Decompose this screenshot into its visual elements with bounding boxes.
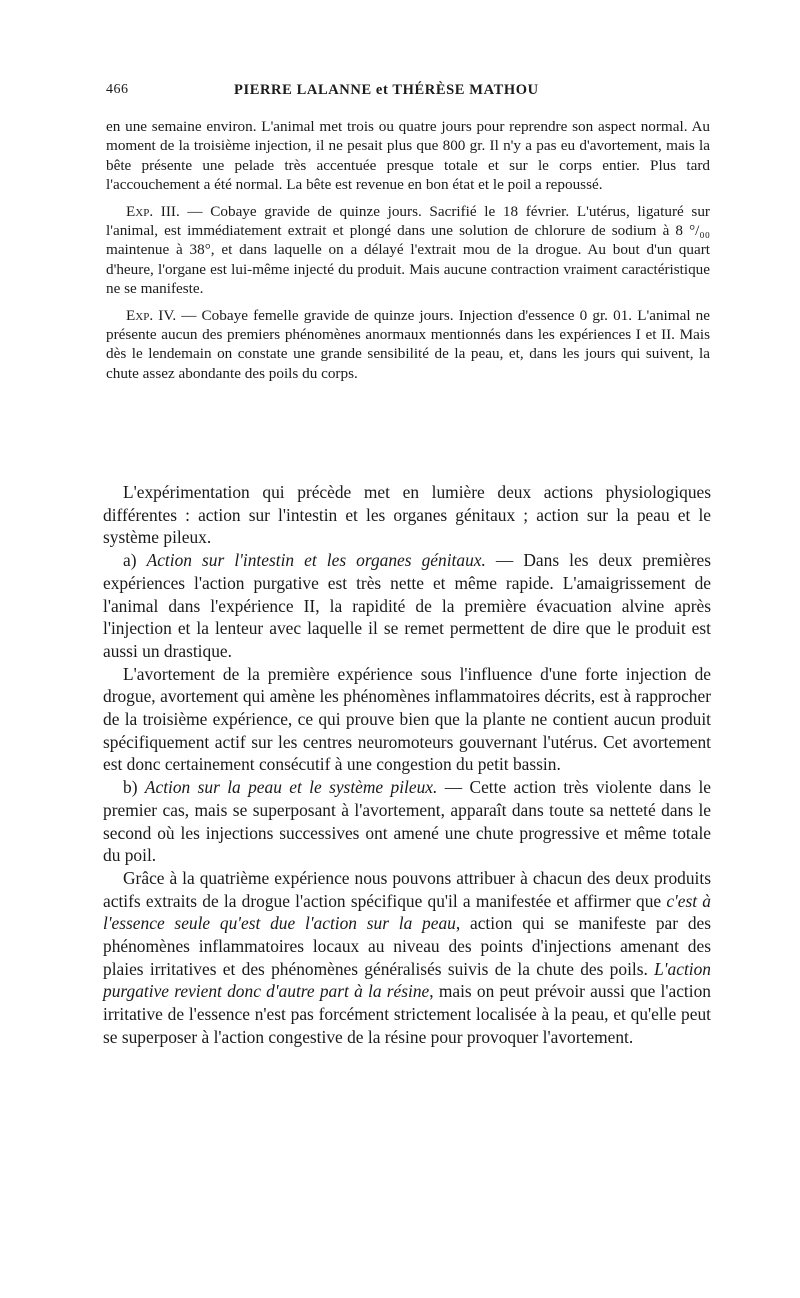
- body-paragraph-intro: L'expérimentation qui précède met en lumière deux actions physiologiques différentes : action sur l'intestin et les organes génitaux ; action sur la peau et le système pileux.: [103, 482, 711, 548]
- conclusion-text-3: , mais on peut prévoir aussi que l'action irritative de l'essence n'est pas forcément strictement localisée à la peau, et qu'elle peut se superposer à l'action congestive de la résine pour provoquer l'avortement.: [103, 981, 711, 1047]
- page-number: 466: [106, 82, 129, 97]
- section-a-title: Action sur l'intestin et les organes génitaux.: [146, 550, 486, 571]
- running-title: PIERRE LALANNE et THÉRÈSE MATHOU: [234, 82, 539, 98]
- experiment-4: [106, 306, 710, 384]
- experiment-notes: [106, 117, 710, 383]
- experiment-continuation: en une semaine environ. L'animal met trois ou quatre jours pour reprendre son aspect normal. Au moment de la troisième injection, il ne pesait plus que 800 gr. Il n'y a pas eu d'avortement, mais la bête présente une pelade très accentuée presque totale et sur le corps entier. Plus tard l'accouchement a été normal. La bête est revenue en bon état et le poil a repoussé.: [106, 118, 710, 194]
- conclusion-emphasis-2: L'action purgative revient donc d'autre part à la résine: [103, 958, 711, 1002]
- experiment-3-text: — Cobaye gravide de quinze jours. Sacrifié le 18 février. L'utérus, ligaturé sur l'animal, est immédiatement extrait et plongé dans une solution de chlorure de sodium à 8 °/₀₀ maintenue à 38°, et dans laquelle on a délayé l'extrait mou de la drogue. Au bout d'un quart d'heure, l'organe est lui-même injecté du produit. Mais aucune contraction vraiment caractéristique ne se manifeste.: [106, 202, 710, 298]
- conclusion-text-1: Grâce à la quatrième expérience nous pouvons attribuer à chacun des deux produits actifs extraits de la drogue l'action spécifique qu'il a manifestée et affirmer que: [103, 867, 711, 911]
- body-paragraph-b: [103, 776, 711, 867]
- conclusion-text-2: , action qui se manifeste par des phénomènes inflammatoires locaux au niveau des points d'injections amenant des plaies irritatives et des phénomènes généralisés suivis de la chute des poils.: [103, 913, 711, 979]
- body-paragraph-conclusion: [103, 867, 711, 1049]
- section-b-text: — Cette action très violente dans le premier cas, mais se superposant à l'avortement, apparaît dans toute sa netteté dans le second où les injections successives ont amené une chute progressive et même totale du poil.: [103, 777, 712, 866]
- section-b-title: Action sur la peau et le système pileux.: [144, 777, 438, 798]
- experiment-3-label: Exp. III.: [126, 202, 180, 220]
- experiment-4-label: Exp. IV.: [126, 306, 177, 324]
- experiment-4-text: — Cobaye femelle gravide de quinze jours. Injection d'essence 0 gr. 01. L'animal ne présente aucun des premiers phénomènes anormaux mentionnés dans les expériences I et II. Mais dès le lendemain on constate une grande sensibilité de la peau, et, dans les jours qui suivent, la chute assez abondante des poils du corps.: [106, 306, 710, 382]
- discussion-body: [103, 481, 711, 1049]
- experiment-3: [106, 202, 710, 299]
- section-a-prefix: a): [123, 550, 147, 571]
- body-paragraph-abortion: L'avortement de la première expérience sous l'influence d'une forte injection de drogue, avortement qui amène les phénomènes inflammatoires décrits, est à rapprocher de la troisième expérience, ce qui prouve bien que la plante ne contient aucun produit spécifiquement actif sur les centres neuromoteurs gouvernant l'utérus. Cet avortement est donc certainement consécutif à une congestion du petit bassin.: [103, 663, 711, 775]
- body-paragraph-a: [103, 549, 711, 663]
- section-a-text: — Dans les deux premières expériences l'action purgative est très nette et même rapide. L'amaigrissement de l'animal dans l'expérience II, la rapidité de la première évacuation alvine après l'injection et la lenteur avec laquelle il se remet permettent de dire que le produit est aussi un drastique.: [103, 550, 711, 661]
- conclusion-emphasis-1: c'est à l'essence seule qu'est due l'action sur la peau: [103, 890, 711, 934]
- section-b-prefix: b): [123, 777, 145, 798]
- running-header: [106, 82, 706, 102]
